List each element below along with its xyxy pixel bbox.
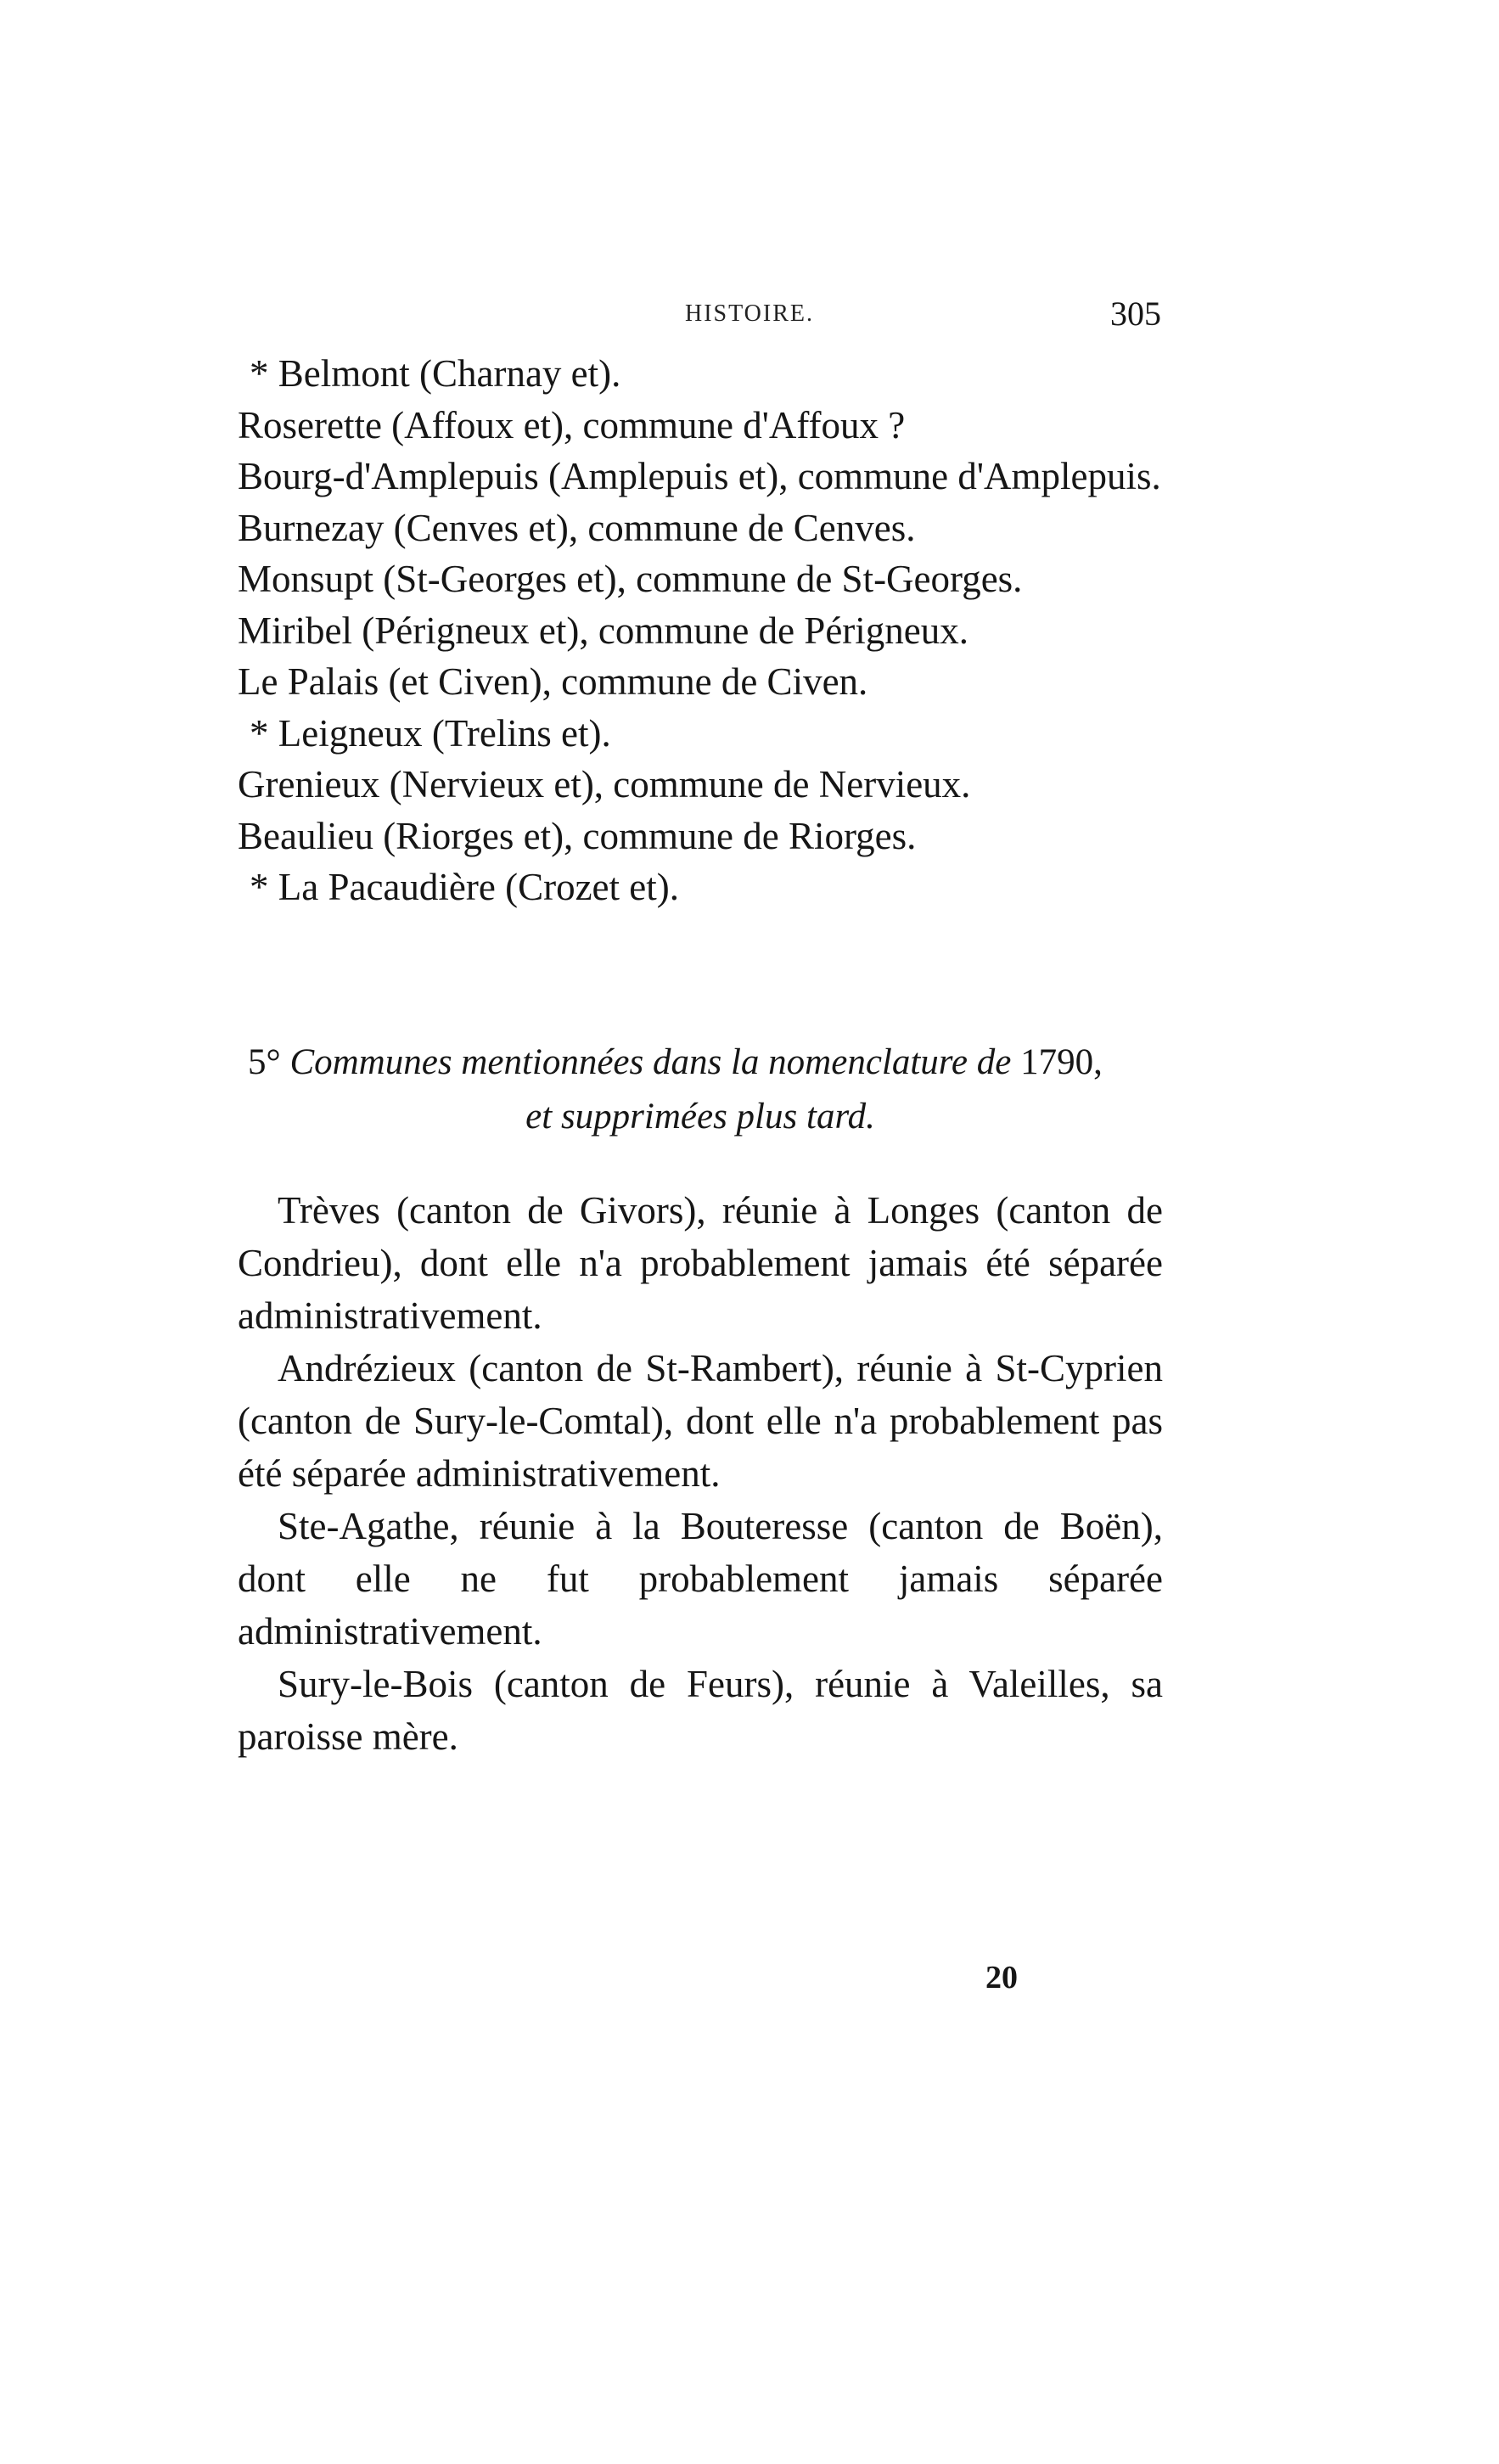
list-item: Roserette (Affoux et), commune d'Affoux ? <box>238 403 906 446</box>
paragraph: Andrézieux (canton de St-Rambert), réunie à St-Cyprien (canton de Sury-le-Comtal), dont elle n'a probablement pas été séparée administrativement. <box>238 1347 1163 1495</box>
list-item: Le Palais (et Civen), commune de Civen. <box>238 660 868 703</box>
list-item: Beaulieu (Riorges et), commune de Riorges. <box>238 814 917 857</box>
section-heading-line1 <box>238 1036 1163 1090</box>
commune-list <box>238 348 1163 913</box>
section-number: 5° <box>248 1042 281 1082</box>
section-heading <box>238 1036 1163 1144</box>
body-text <box>238 1184 1163 1763</box>
paragraph: Sury-le-Bois (canton de Feurs), réunie à Valeilles, sa paroisse mère. <box>238 1663 1163 1758</box>
section-year: 1790, <box>1020 1042 1103 1082</box>
paragraph: Ste-Agathe, réunie à la Bouteresse (canton de Boën), dont elle ne fut probablement jamais séparée administrativement. <box>238 1505 1163 1653</box>
signature-mark: 20 <box>985 1960 1018 1995</box>
section-title-part1: Communes mentionnées dans la nomenclature de <box>289 1042 1012 1082</box>
list-item: * Leigneux (Trelins et). <box>250 711 611 755</box>
list-item: Grenieux (Nervieux et), commune de Nervieux. <box>238 763 971 805</box>
list-item: Burnezay (Cenves et), commune de Cenves. <box>238 506 916 549</box>
list-item: Monsupt (St-Georges et), commune de St-Georges. <box>238 558 1023 600</box>
running-head <box>0 293 1499 335</box>
list-item: Miribel (Périgneux et), commune de Périgneux. <box>238 609 969 652</box>
page-number: 305 <box>1110 295 1161 333</box>
list-item: * Belmont (Charnay et). <box>250 352 621 395</box>
list-item: * La Pacaudière (Crozet et). <box>250 866 679 908</box>
paragraph: Trèves (canton de Givors), réunie à Longes (canton de Condrieu), dont elle n'a probablement jamais été séparée administrativement. <box>238 1189 1163 1337</box>
section-title-part2: et supprimées plus tard. <box>525 1097 875 1137</box>
list-item: Bourg-d'Amplepuis (Amplepuis et), commune d'Amplepuis. <box>238 455 1161 497</box>
running-title: HISTOIRE. <box>684 300 815 327</box>
